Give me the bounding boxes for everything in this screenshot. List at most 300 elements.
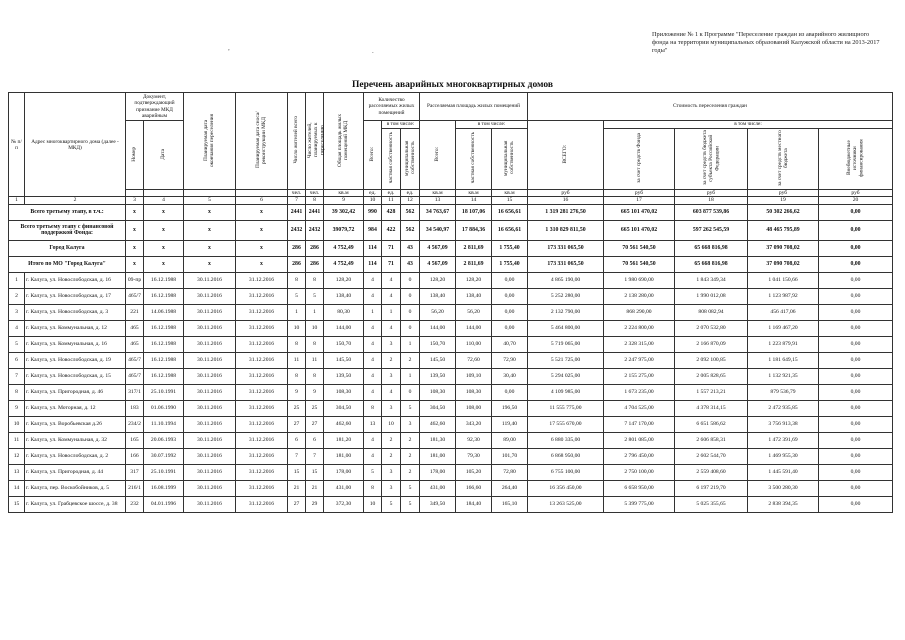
table-row xyxy=(9,448,893,464)
cell-ce: 0,00 xyxy=(819,416,893,432)
cell-r: 10 xyxy=(364,496,382,512)
totals-cell: 286 xyxy=(288,256,306,272)
cell-area: 138,40 xyxy=(324,288,364,304)
cell-c: 11 555 775,00 xyxy=(528,400,604,416)
table-row xyxy=(9,368,893,384)
cell-a: 139,50 xyxy=(420,368,456,384)
totals-label: Всего третьему этапу, в т.ч.: xyxy=(9,204,126,220)
cell-cf: 6 658 950,00 xyxy=(604,480,675,496)
cell-am: 0,00 xyxy=(492,272,528,288)
table-row xyxy=(9,320,893,336)
cell-cs: 1 843 349,34 xyxy=(675,272,748,288)
column-number: 20 xyxy=(819,197,893,204)
table-row xyxy=(9,400,893,416)
header-cost-group: Стоимость переселения граждан xyxy=(528,93,893,121)
cell-area: 304,50 xyxy=(324,400,364,416)
cell-rm: 2 xyxy=(401,448,420,464)
column-number: 4 xyxy=(144,197,184,204)
cell-rp: 4 xyxy=(382,320,401,336)
column-number: 2 xyxy=(25,197,126,204)
cell-ce: 0,00 xyxy=(819,448,893,464)
cell-cf: 2 750 100,00 xyxy=(604,464,675,480)
header-doc-group: Документ, подтверждающий признание МКД аварийным xyxy=(126,93,184,121)
cell-demo: 31.12.2016 xyxy=(236,480,288,496)
cell-rp: 4 xyxy=(382,272,401,288)
cell-am: 196,50 xyxy=(492,400,528,416)
header-doc-number: Номер xyxy=(131,146,138,162)
cell-res: 1 xyxy=(288,304,306,320)
cell-doc_no: 465 xyxy=(126,320,144,336)
totals-cell: 70 561 540,50 xyxy=(604,256,675,272)
cell-ce: 0,00 xyxy=(819,432,893,448)
cell-res_p: 15 xyxy=(306,464,324,480)
cell-c: 17 555 670,00 xyxy=(528,416,604,432)
cell-c: 13 263 525,00 xyxy=(528,496,604,512)
totals-cell: 2432 xyxy=(306,220,324,240)
cell-ce: 0,00 xyxy=(819,304,893,320)
cell-rm: 5 xyxy=(401,496,420,512)
cell-end: 30.11.2016 xyxy=(184,400,236,416)
cell-doc_no: 317 xyxy=(126,464,144,480)
cell-n: 8 xyxy=(9,384,25,400)
cell-cl: 1 445 591,40 xyxy=(748,464,819,480)
cell-res: 11 xyxy=(288,352,306,368)
cell-end: 30.11.2016 xyxy=(184,352,236,368)
cell-rm: 0 xyxy=(401,304,420,320)
cell-cf: 1 673 235,00 xyxy=(604,384,675,400)
cell-cf: 2 155 275,00 xyxy=(604,368,675,384)
header-area-private: частная собственность xyxy=(470,132,477,184)
totals-cell: 4 752,49 xyxy=(324,256,364,272)
cell-addr: г. Калуга, ул. Коммунальная, д. 32 xyxy=(25,432,126,448)
totals-cell: х xyxy=(236,220,288,240)
cell-cs: 808 082,94 xyxy=(675,304,748,320)
cell-demo: 31.12.2016 xyxy=(236,416,288,432)
table-row xyxy=(9,480,893,496)
cell-addr: г. Калуга, ул. Новослободская, д. 19 xyxy=(25,352,126,368)
cell-cs: 1 557 213,21 xyxy=(675,384,748,400)
cell-area: 181,00 xyxy=(324,448,364,464)
cell-r: 4 xyxy=(364,336,382,352)
cell-ap: 108,30 xyxy=(456,384,492,400)
cell-am: 119,40 xyxy=(492,416,528,432)
cell-res_p: 9 xyxy=(306,384,324,400)
cell-cl: 1 041 150,66 xyxy=(748,272,819,288)
cell-rp: 10 xyxy=(382,416,401,432)
column-number: 16 xyxy=(528,197,604,204)
cell-demo: 31.12.2016 xyxy=(236,336,288,352)
header-planned-end: Планируемая дата окончания переселения xyxy=(203,113,216,167)
cell-cf: 2 796 450,00 xyxy=(604,448,675,464)
cell-doc_no: 166 xyxy=(126,448,144,464)
totals-cell: 990 xyxy=(364,204,382,220)
cell-r: 4 xyxy=(364,448,382,464)
cell-res_p: 6 xyxy=(306,432,324,448)
totals-cell: 37 090 708,02 xyxy=(748,256,819,272)
cell-am: 0,00 xyxy=(492,384,528,400)
cell-cf: 2 801 085,00 xyxy=(604,432,675,448)
cell-doc_date: 01.06.1990 xyxy=(144,400,184,416)
column-number: 17 xyxy=(604,197,675,204)
totals-cell: х xyxy=(144,256,184,272)
unit-cell xyxy=(144,190,184,197)
cell-demo: 31.12.2016 xyxy=(236,272,288,288)
header-doc-date: Дата xyxy=(160,148,167,160)
totals-cell: 597 262 545,59 xyxy=(675,220,748,240)
units-row xyxy=(9,190,893,197)
cell-end: 30.11.2016 xyxy=(184,368,236,384)
cell-a: 144,00 xyxy=(420,320,456,336)
cell-cl: 456 417,06 xyxy=(748,304,819,320)
header-cost-subject: за счет средств бюджета субъекта Российской Федерации xyxy=(701,130,721,186)
cell-am: 165,10 xyxy=(492,496,528,512)
cell-a: 462,60 xyxy=(420,416,456,432)
totals-cell: 70 561 540,50 xyxy=(604,240,675,256)
header-residents-total: Число жителей всего xyxy=(293,116,300,164)
totals-cell: 173 331 065,50 xyxy=(528,256,604,272)
cell-ce: 0,00 xyxy=(819,368,893,384)
cell-cs: 6 197 219,70 xyxy=(675,480,748,496)
column-numbers-row xyxy=(9,197,893,204)
cell-area: 181,20 xyxy=(324,432,364,448)
totals-cell: 0,00 xyxy=(819,240,893,256)
totals-cell: 65 668 816,98 xyxy=(675,240,748,256)
cell-rm: 0 xyxy=(401,272,420,288)
totals-cell: 0,00 xyxy=(819,256,893,272)
totals-cell: 18 107,06 xyxy=(456,204,492,220)
unit-cell: ед. xyxy=(382,190,401,197)
unit-cell: чел. xyxy=(288,190,306,197)
cell-n: 15 xyxy=(9,496,25,512)
totals-cell: 65 668 816,98 xyxy=(675,256,748,272)
cell-rp: 2 xyxy=(382,448,401,464)
cell-ce: 0,00 xyxy=(819,320,893,336)
table-row xyxy=(9,464,893,480)
totals-cell: 16 656,61 xyxy=(492,220,528,240)
cell-doc_no: 465 xyxy=(126,336,144,352)
cell-ap: 144,00 xyxy=(456,320,492,336)
cell-n: 13 xyxy=(9,464,25,480)
cell-doc_date: 04.01.1996 xyxy=(144,496,184,512)
totals-cell: 34 540,97 xyxy=(420,220,456,240)
cell-n: 6 xyxy=(9,352,25,368)
cell-ce: 0,00 xyxy=(819,336,893,352)
table-row xyxy=(9,336,893,352)
cell-rm: 0 xyxy=(401,288,420,304)
cell-area: 372,30 xyxy=(324,496,364,512)
cell-area: 431,00 xyxy=(324,480,364,496)
table-row xyxy=(9,384,893,400)
cell-addr: г. Калуга, пер. Воскобойников, д. 5 xyxy=(25,480,126,496)
cell-addr: г. Калуга, ул. Новослободская, д. 3 xyxy=(25,304,126,320)
cell-doc_date: 14.06.1988 xyxy=(144,304,184,320)
unit-cell: руб xyxy=(604,190,675,197)
cell-addr: г. Калуга, ул. Новослободская, д. 2 xyxy=(25,448,126,464)
cell-ap: 56,20 xyxy=(456,304,492,320)
cell-res: 25 xyxy=(288,400,306,416)
cell-cl: 3 756 913,38 xyxy=(748,416,819,432)
column-number: 10 xyxy=(364,197,382,204)
header-total-area: Общая площадь жилых помещений МКД xyxy=(337,113,350,167)
table-row xyxy=(9,304,893,320)
table-row xyxy=(9,416,893,432)
cell-am: 89,00 xyxy=(492,432,528,448)
cell-res_p: 25 xyxy=(306,400,324,416)
cell-a: 181,00 xyxy=(420,448,456,464)
cell-demo: 31.12.2016 xyxy=(236,432,288,448)
totals-cell: х xyxy=(144,204,184,220)
header-rooms-private: частная собственность xyxy=(387,132,394,184)
cell-res_p: 8 xyxy=(306,336,324,352)
column-number: 11 xyxy=(382,197,401,204)
totals-cell: х xyxy=(184,220,236,240)
column-number: 13 xyxy=(420,197,456,204)
cell-n: 10 xyxy=(9,416,25,432)
cell-area: 144,00 xyxy=(324,320,364,336)
cell-a: 304,50 xyxy=(420,400,456,416)
cell-addr: г. Калуга, ул. Новослободская, д. 15 xyxy=(25,368,126,384)
totals-cell: 2 811,69 xyxy=(456,256,492,272)
unit-cell xyxy=(236,190,288,197)
cell-area: 145,50 xyxy=(324,352,364,368)
cell-cl: 1 472 391,69 xyxy=(748,432,819,448)
appendix-note: Приложение № 1 к Программе "Переселение граждан из аварийного жилищного фонда на территории муниципальных образований Калужской области на 2013-2017 годы" xyxy=(652,31,880,54)
cell-c: 5 521 725,00 xyxy=(528,352,604,368)
header-area-including: в том числе: xyxy=(456,121,528,129)
cell-n: 2 xyxy=(9,288,25,304)
unit-cell: кв.м xyxy=(420,190,456,197)
cell-a: 181,30 xyxy=(420,432,456,448)
cell-doc_no: 165 xyxy=(126,432,144,448)
table-row xyxy=(9,288,893,304)
header-cost-including: в том числе: xyxy=(604,121,893,129)
totals-cell: 71 xyxy=(382,256,401,272)
cell-rm: 1 xyxy=(401,368,420,384)
totals-cell: 43 xyxy=(401,240,420,256)
totals-cell: х xyxy=(236,256,288,272)
header-area-total: Всего: xyxy=(434,146,441,162)
scan-speck: . xyxy=(372,47,374,55)
cell-am: 30,40 xyxy=(492,368,528,384)
cell-rp: 4 xyxy=(382,288,401,304)
cell-n: 7 xyxy=(9,368,25,384)
cell-n: 4 xyxy=(9,320,25,336)
cell-a: 150,70 xyxy=(420,336,456,352)
cell-r: 4 xyxy=(364,384,382,400)
cell-addr: г. Калуга, ул. Коммунальная, д. 12 xyxy=(25,320,126,336)
totals-cell: 4 567,09 xyxy=(420,240,456,256)
header-rooms-group: Количество расселяемых жилых помещений xyxy=(364,93,420,121)
totals-label: Итого по МО "Город Калуга" xyxy=(9,256,126,272)
unit-cell: кв.м xyxy=(492,190,528,197)
totals-cell: х xyxy=(236,204,288,220)
cell-demo: 31.12.2016 xyxy=(236,400,288,416)
totals-cell: 173 331 065,50 xyxy=(528,240,604,256)
cell-addr: г. Калуга, ул. Воробьевская д.26 xyxy=(25,416,126,432)
unit-cell: кв.м xyxy=(324,190,364,197)
totals-cell: 286 xyxy=(288,240,306,256)
column-number: 18 xyxy=(675,197,748,204)
cell-res: 27 xyxy=(288,416,306,432)
column-number: 8 xyxy=(306,197,324,204)
cell-end: 30.11.2016 xyxy=(184,320,236,336)
cell-am: 0,00 xyxy=(492,304,528,320)
cell-ap: 108,00 xyxy=(456,400,492,416)
table-row xyxy=(9,272,893,288)
totals-cell: 1 755,40 xyxy=(492,256,528,272)
cell-rp: 4 xyxy=(382,384,401,400)
totals-cell: 2441 xyxy=(306,204,324,220)
cell-a: 128,20 xyxy=(420,272,456,288)
cell-doc_no: 232 xyxy=(126,496,144,512)
header-cost-extra: Внебюджетные источники финансирования xyxy=(846,139,865,177)
cell-cf: 4 704 525,00 xyxy=(604,400,675,416)
cell-a: 349,50 xyxy=(420,496,456,512)
cell-res: 9 xyxy=(288,384,306,400)
cell-end: 30.11.2016 xyxy=(184,448,236,464)
cell-cf: 2 138 280,00 xyxy=(604,288,675,304)
cell-ap: 343,20 xyxy=(456,416,492,432)
cell-doc_no: 465/7 xyxy=(126,352,144,368)
cell-ap: 184,40 xyxy=(456,496,492,512)
unit-cell: кв.м xyxy=(456,190,492,197)
header-planned-demolish: Планируемая дата сноса/реконструкции МКД xyxy=(255,111,268,169)
cell-demo: 31.12.2016 xyxy=(236,448,288,464)
header-area-group: Расселяемая площадь жилых помещений xyxy=(420,93,528,121)
totals-cell: 71 xyxy=(382,240,401,256)
totals-cell: х xyxy=(184,240,236,256)
cell-ce: 0,00 xyxy=(819,464,893,480)
cell-cs: 1 990 012,08 xyxy=(675,288,748,304)
totals-cell: 4 567,09 xyxy=(420,256,456,272)
column-number: 7 xyxy=(288,197,306,204)
column-number: 6 xyxy=(236,197,288,204)
cell-doc_date: 25.10.1991 xyxy=(144,384,184,400)
cell-am: 72,90 xyxy=(492,352,528,368)
cell-res_p: 8 xyxy=(306,368,324,384)
cell-doc_no: 221 xyxy=(126,304,144,320)
totals-cell: 665 101 470,02 xyxy=(604,220,675,240)
cell-cs: 5 025 355,65 xyxy=(675,496,748,512)
totals-cell: х xyxy=(184,204,236,220)
totals-cell: х xyxy=(144,240,184,256)
cell-doc_date: 11.10.1994 xyxy=(144,416,184,432)
cell-am: 0,00 xyxy=(492,288,528,304)
cell-r: 1 xyxy=(364,304,382,320)
cell-res: 10 xyxy=(288,320,306,336)
cell-am: 0,00 xyxy=(492,320,528,336)
unit-cell: чел. xyxy=(306,190,324,197)
unit-cell: руб xyxy=(528,190,604,197)
cell-doc_date: 16.12.1988 xyxy=(144,320,184,336)
cell-end: 30.11.2016 xyxy=(184,304,236,320)
cell-rp: 2 xyxy=(382,432,401,448)
cell-res: 8 xyxy=(288,368,306,384)
cell-c: 2 132 790,00 xyxy=(528,304,604,320)
column-number: 3 xyxy=(126,197,144,204)
totals-cell: 39079,72 xyxy=(324,220,364,240)
cell-cs: 4 378 314,15 xyxy=(675,400,748,416)
totals-cell: 39 302,42 xyxy=(324,204,364,220)
cell-ce: 0,00 xyxy=(819,352,893,368)
unit-cell: ед. xyxy=(401,190,420,197)
cell-cf: 5 399 775,00 xyxy=(604,496,675,512)
cell-ce: 0,00 xyxy=(819,400,893,416)
cell-rm: 5 xyxy=(401,480,420,496)
cell-ap: 138,40 xyxy=(456,288,492,304)
totals-cell: 562 xyxy=(401,204,420,220)
cell-addr: г. Калуга, ул. Моторная, д. 12 xyxy=(25,400,126,416)
cell-ce: 0,00 xyxy=(819,288,893,304)
cell-res: 8 xyxy=(288,272,306,288)
cell-n: 9 xyxy=(9,400,25,416)
cell-rm: 0 xyxy=(401,384,420,400)
header-rooms-including: в том числе: xyxy=(382,121,420,129)
totals-cell: 114 xyxy=(364,256,382,272)
cell-res_p: 1 xyxy=(306,304,324,320)
cell-area: 462,60 xyxy=(324,416,364,432)
cell-cl: 1 469 955,30 xyxy=(748,448,819,464)
cell-area: 108,30 xyxy=(324,384,364,400)
totals-label: Всего третьему этапу с финансовой поддержкой Фонда: xyxy=(9,220,126,240)
totals-cell: 34 763,67 xyxy=(420,204,456,220)
header-rooms-municipal: муниципальная собственность xyxy=(403,140,416,176)
cell-res_p: 10 xyxy=(306,320,324,336)
cell-rp: 2 xyxy=(382,352,401,368)
cell-c: 5 719 065,00 xyxy=(528,336,604,352)
cell-ap: 105,20 xyxy=(456,464,492,480)
cell-c: 16 356 450,00 xyxy=(528,480,604,496)
cell-a: 431,00 xyxy=(420,480,456,496)
totals-cell: 114 xyxy=(364,240,382,256)
cell-rp: 1 xyxy=(382,304,401,320)
column-number: 19 xyxy=(748,197,819,204)
cell-doc_date: 25.10.1991 xyxy=(144,464,184,480)
cell-a: 178,00 xyxy=(420,464,456,480)
totals-cell: 286 xyxy=(306,256,324,272)
unit-cell xyxy=(126,190,144,197)
column-number: 9 xyxy=(324,197,364,204)
totals-cell: 48 465 795,89 xyxy=(748,220,819,240)
totals-label: Город Калуга xyxy=(9,240,126,256)
totals-cell: 37 090 708,02 xyxy=(748,240,819,256)
cell-ce: 0,00 xyxy=(819,496,893,512)
cell-rm: 2 xyxy=(401,464,420,480)
cell-res_p: 29 xyxy=(306,496,324,512)
cell-rp: 3 xyxy=(382,464,401,480)
page-title: Перечень аварийных многоквартирных домов xyxy=(351,80,554,90)
cell-res: 15 xyxy=(288,464,306,480)
cell-rm: 5 xyxy=(401,400,420,416)
cell-end: 30.11.2016 xyxy=(184,480,236,496)
cell-area: 139,50 xyxy=(324,368,364,384)
unit-cell: ед. xyxy=(364,190,382,197)
cell-doc_no: 465/7 xyxy=(126,368,144,384)
cell-r: 4 xyxy=(364,272,382,288)
totals-row xyxy=(9,240,893,256)
table-row xyxy=(9,496,893,512)
cell-demo: 31.12.2016 xyxy=(236,368,288,384)
cell-rm: 2 xyxy=(401,352,420,368)
cell-c: 4 109 985,00 xyxy=(528,384,604,400)
cell-doc_date: 16.12.1988 xyxy=(144,352,184,368)
unit-cell xyxy=(184,190,236,197)
column-number: 15 xyxy=(492,197,528,204)
cell-am: 264,40 xyxy=(492,480,528,496)
cell-r: 4 xyxy=(364,432,382,448)
cell-cl: 1 123 987,92 xyxy=(748,288,819,304)
cell-demo: 31.12.2016 xyxy=(236,496,288,512)
